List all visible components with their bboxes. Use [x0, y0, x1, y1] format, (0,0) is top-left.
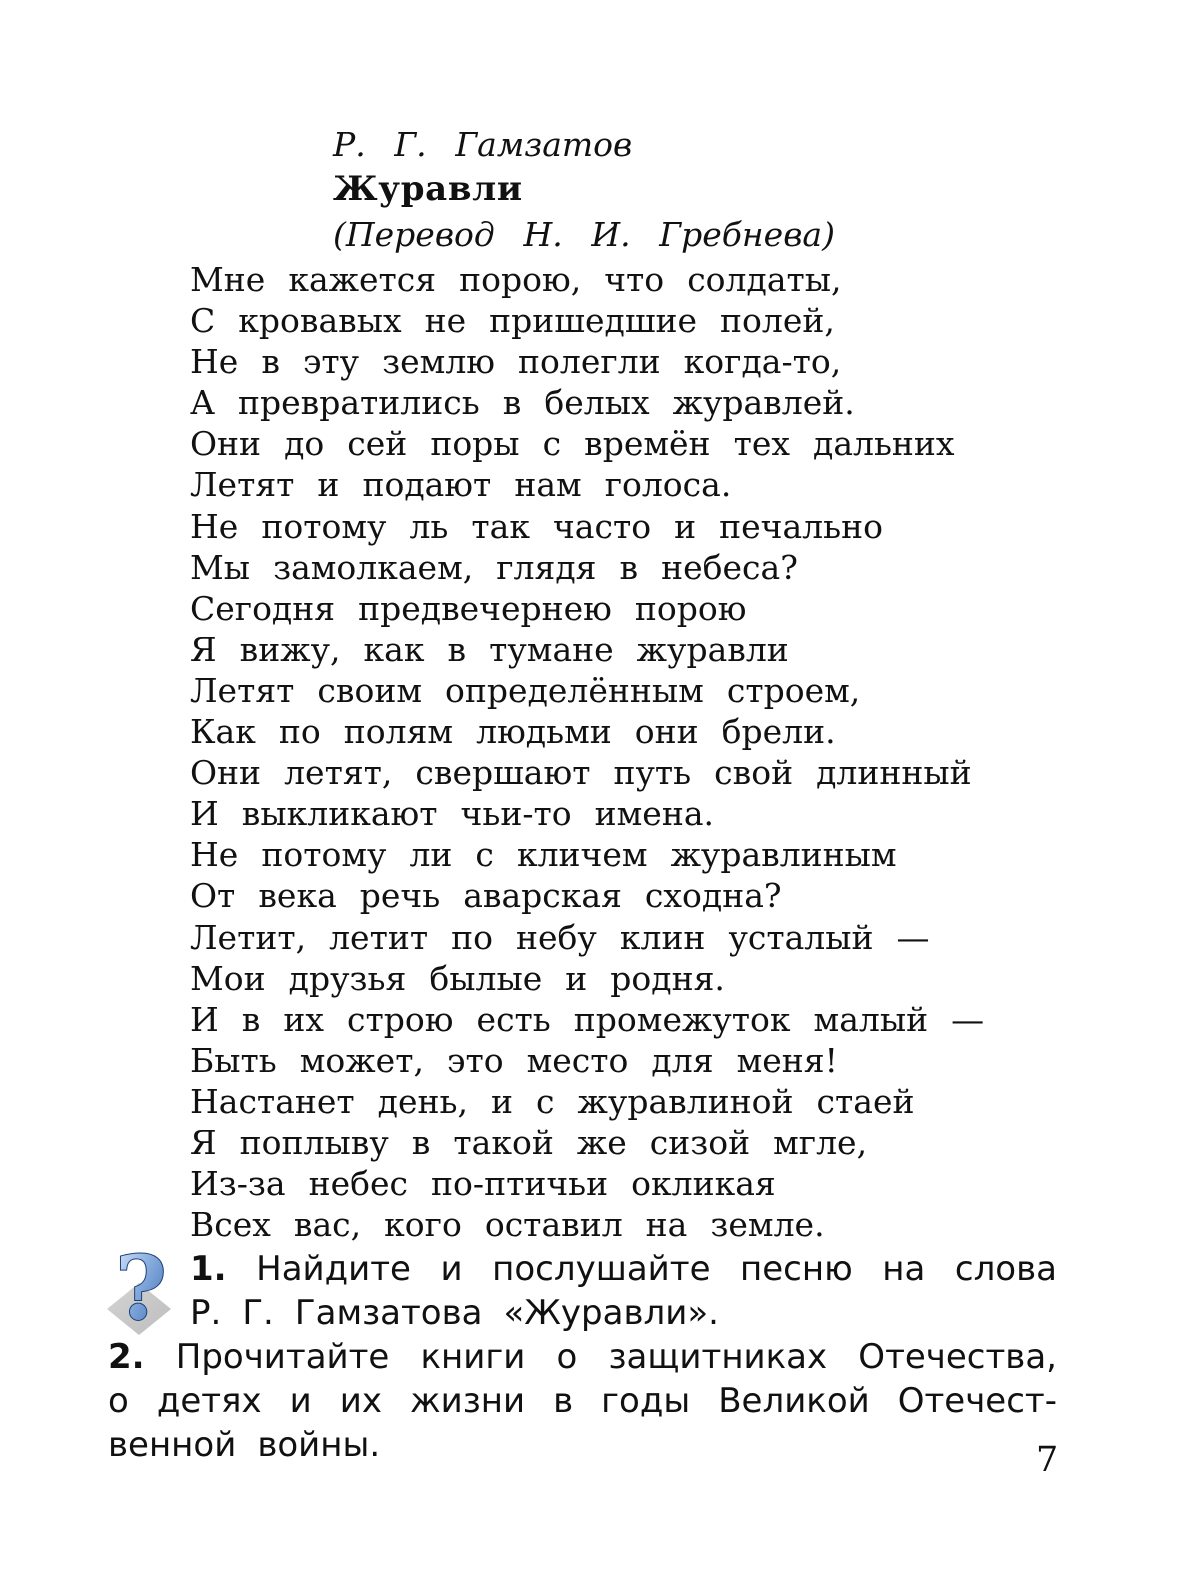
poem-line: От века речь аварская сходна?: [190, 876, 782, 916]
poem-title: Журавли: [333, 169, 523, 209]
poem-header: [333, 122, 835, 257]
poem-line: Мы замолкаем, глядя в небеса?: [190, 547, 798, 587]
poem-line: Из-за небес по-птичьи окликая: [190, 1164, 776, 1204]
task-2-number: 2.: [108, 1337, 145, 1377]
poem-line: Летят своим определённым строем,: [190, 670, 861, 710]
tasks-section: [108, 1249, 1057, 1469]
poem-line: И выкликают чьи-то имена.: [190, 794, 714, 834]
task-1-line: [190, 1249, 1057, 1293]
poem-line: Я поплыву в такой же сизой мгле,: [190, 1122, 868, 1162]
poem-line: Не потому ли с кличем журавлиным: [190, 835, 897, 875]
poem-line: Я вижу, как в тумане журавли: [190, 629, 789, 669]
poem-line: Мне кажется порою, что солдаты,: [190, 260, 842, 299]
poem-line: Они летят, свершают путь свой длинный: [190, 753, 972, 793]
poem-line: Летят и подают нам голоса.: [190, 465, 732, 505]
task-1-number: 1.: [190, 1249, 227, 1289]
page-number: 7: [1036, 1440, 1059, 1480]
poem-line: Настанет день, и с журавлиной стаей: [190, 1081, 915, 1121]
poem-line: Быть может, это место для меня!: [190, 1040, 838, 1080]
poem-line: Летит, летит по небу клин усталый —: [190, 917, 930, 957]
task-1-line: Р. Г. Гамзатова «Журавли».: [190, 1293, 719, 1333]
poem-line: Они до сей поры с времён тех дальних: [190, 424, 955, 464]
task-2-text: Прочитайте книги о защитниках Отечества,: [175, 1337, 1057, 1377]
poem-line: Не потому ль так часто и печально: [190, 506, 883, 546]
poem-line: Мои друзья былые и родня.: [190, 958, 725, 998]
poem-line: Сегодня предвечернею порою: [190, 588, 747, 628]
poem-author: Р. Г. Гамзатов: [333, 125, 633, 164]
poem-line: И в их строю есть промежуток малый —: [190, 999, 985, 1039]
poem-line: Как по полям людьми они брели.: [190, 712, 836, 752]
poem-line: С кровавых не пришедшие полей,: [190, 301, 835, 341]
task-2-line: [108, 1337, 1057, 1381]
poem-line: Всех вас, кого оставил на земле.: [190, 1205, 825, 1245]
task-2-line: о детях и их жизни в годы Великой Отечест-: [108, 1381, 1057, 1421]
task-1-text: Найдите и послушайте песню на слова: [256, 1249, 1057, 1289]
poem-line: А превратились в белых журавлей.: [190, 383, 855, 423]
task-2: [108, 1337, 1057, 1469]
task-1: [190, 1249, 1057, 1337]
poem-translation: (Перевод Н. И. Гребнева): [333, 215, 835, 254]
poem-body: [190, 259, 1110, 1245]
task-2-line: венной войны.: [108, 1425, 381, 1465]
poem-line: Не в эту землю полегли когда-то,: [190, 342, 842, 382]
question-mark-glyph: ?: [115, 1247, 167, 1339]
